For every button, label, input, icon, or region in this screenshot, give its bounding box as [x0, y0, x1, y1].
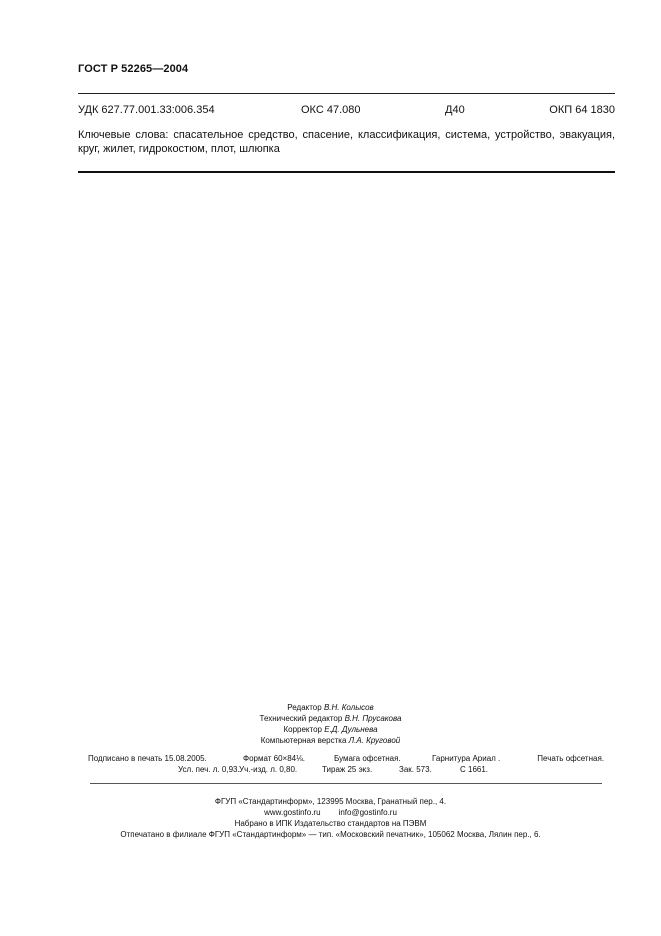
corrector-line — [0, 724, 661, 735]
credits-block — [0, 702, 661, 746]
keywords-paragraph: Ключевые слова: спасательное средство, спасение, классификация, система, устройство, эвакуация, круг, жилет, гидрокостюм, плот, шлюпка — [78, 129, 615, 155]
uch-izd-sheets: Уч.-изд. л. 0,80. — [239, 765, 298, 774]
layout-name: Л.А. Круговой — [348, 736, 401, 745]
standard-designation: ГОСТ Р 52265—2004 — [78, 63, 189, 75]
udk-code: УДК 627.77.001.33:006.354 — [78, 104, 215, 116]
publisher-address: ФГУП «Стандартинформ», 123995 Москва, Гранатный пер., 4. — [214, 797, 447, 806]
tech-editor-line — [0, 713, 661, 724]
print-run: Тираж 25 экз. — [322, 765, 373, 774]
editor-label: Редактор — [287, 703, 322, 712]
corrector-label: Корректор — [283, 725, 322, 734]
print-details-row — [88, 754, 604, 765]
volume-details-row — [178, 765, 518, 776]
paper-type: Бумага офсетная. — [334, 754, 401, 763]
typeset-note: Набрано в ИПК Издательство стандартов на ПЭВМ — [234, 819, 427, 828]
imprint-divider — [90, 783, 602, 784]
tech-editor-name: В.Н. Прусакова — [344, 714, 402, 723]
order-number: Зак. 573. — [399, 765, 432, 774]
typeface: Гарнитура Ариал . — [432, 754, 501, 763]
publisher-block — [0, 796, 661, 840]
printing-method: Печать офсетная. — [537, 754, 604, 763]
editor-name: В.Н. Колысов — [323, 703, 374, 712]
corrector-name: Е.Д. Дульнева — [324, 725, 378, 734]
publisher-website[interactable]: www.gostinfo.ru — [264, 808, 321, 817]
publisher-contacts — [0, 807, 661, 818]
tech-editor-label: Технический редактор — [259, 714, 343, 723]
group-code: Д40 — [445, 104, 465, 116]
oks-code: ОКС 47.080 — [301, 104, 361, 116]
layout-line — [0, 735, 661, 746]
layout-label: Компьютерная верстка — [260, 736, 347, 745]
classification-row — [78, 104, 615, 118]
signed-date: Подписано в печать 15.08.2005. — [88, 754, 207, 763]
top-divider — [78, 93, 615, 94]
bottom-divider — [78, 171, 615, 173]
usl-pech-sheets: Усл. печ. л. 0,93. — [178, 765, 240, 774]
publisher-email[interactable]: info@gostinfo.ru — [338, 808, 397, 817]
s-number: С 1661. — [460, 765, 489, 774]
format: Формат 60×84⅛. — [243, 754, 306, 763]
okp-code: ОКП 64 1830 — [549, 104, 615, 116]
printed-note: Отпечатано в филиале ФГУП «Стандартинформ» — тип. «Московский печатник», 105062 Москва, Лялин пер., 6. — [120, 830, 541, 839]
editor-line — [0, 702, 661, 713]
